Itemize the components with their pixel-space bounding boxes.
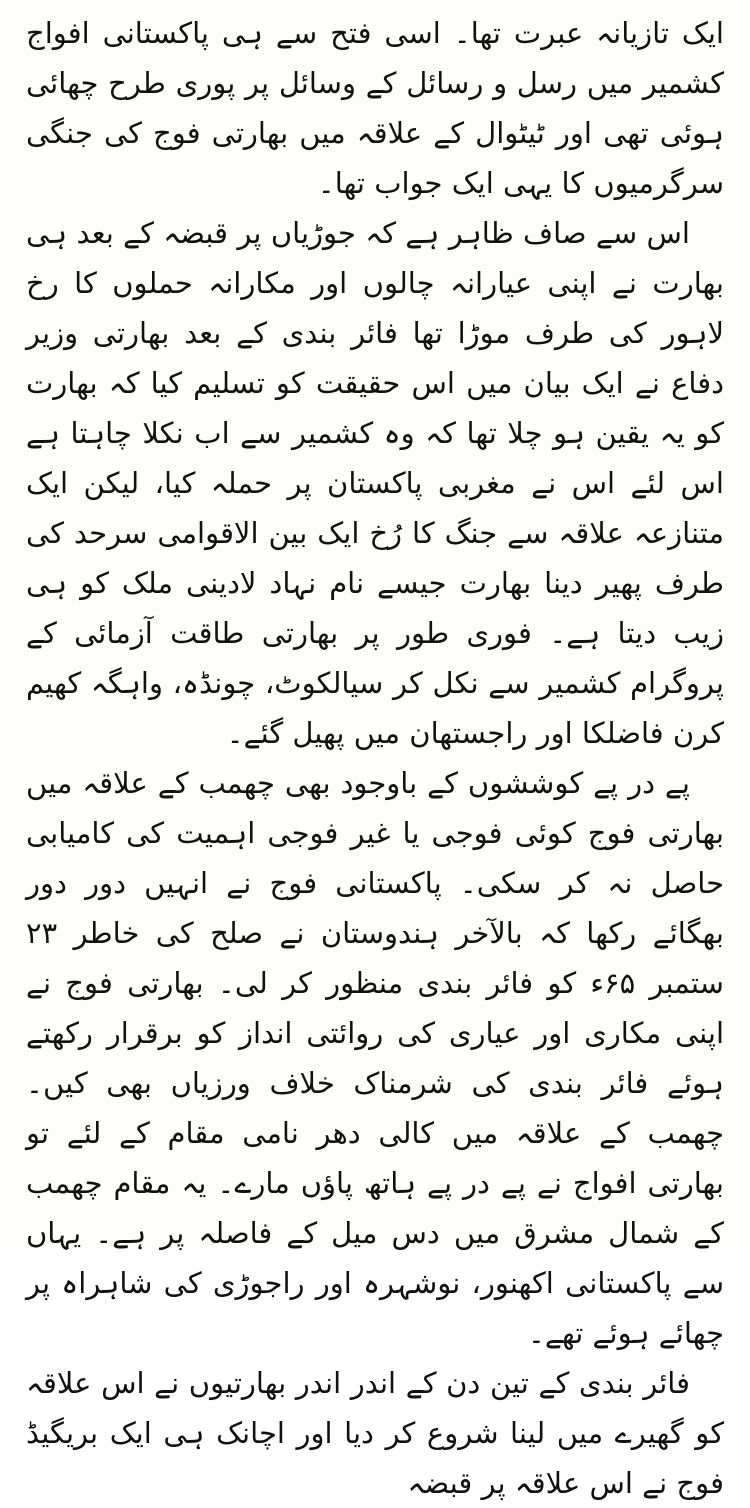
paragraph-1: ایک تازیانہ عبرت تھا۔ اسی فتح سے ہی پاکستانی افواج کشمیر میں رسل و رسائل کے وسائل پر پوری طرح چھائی ہوئی تھی اور ٹیٹوال کے علاقہ میں بھارتی فوج کی جنگی سرگرمیوں کا یہی ایک جواب تھا۔ — [26, 16, 724, 200]
paragraph-2: اس سے صاف ظاہر ہے کہ جوڑیاں پر قبضہ کے بعد ہی بھارت نے اپنی عیارانہ چالوں اور مکارانہ حملوں کا رخ لاہور کی طرف موڑا تھا فائر بندی کے بعد بھارتی وزیر دفاع نے ایک بیان میں اس حقیقت کو تسلیم کیا کہ بھارت کو یہ یقین ہو چلا تھا کہ وہ کشمیر سے اب نکلا چاہتا ہے اس لئے اس نے مغربی پاکستان پر حملہ کیا، لیکن ایک متنازعہ علاقہ سے جنگ کا رُخ ایک بین الاقوامی سرحد کی طرف پھیر دینا بھارت جیسے نام نہاد لادینی ملک کو ہی زیب دیتا ہے۔ فوری طور پر بھارتی طاقت آزمائی کے پروگرام کشمیر سے نکل کر سیالکوٹ، چونڈہ، واہگہ کھیم کرن فاضلکا اور راجستھان میں پھیل گئے۔ — [26, 216, 724, 750]
urdu-text-block — [26, 8, 724, 1508]
paragraph-3: پے در پے کوششوں کے باوجود بھی چھمب کے علاقہ میں بھارتی فوج کوئی فوجی یا غیر فوجی اہمیت کی کامیابی حاصل نہ کر سکی۔ پاکستانی فوج نے انہیں دور دور بھگائے رکھا کہ بالآخر ہندوستان نے صلح کی خاطر ۲۳ ستمبر ۶۵ء کو فائر بندی منظور کر لی۔ بھارتی فوج نے اپنی مکاری اور عیاری کی روائتی انداز کو برقرار رکھتے ہوئے فائر بندی کی شرمناک خلاف ورزیاں بھی کیں۔ چھمب کے علاقہ میں کالی دھر نامی مقام کے لئے تو بھارتی افواج نے پے در پے ہاتھ پاؤں مارے۔ یہ مقام چھمب کے شمال مشرق میں دس میل کے فاصلہ پر ہے۔ یہاں سے پاکستانی اکھنور، نوشہرہ اور راجوڑی کی شاہراہ پر چھائے ہوئے تھے۔ — [26, 766, 724, 1350]
paragraph-4: فائر بندی کے تین دن کے اندر اندر بھارتیوں نے اس علاقہ کو گھیرے میں لینا شروع کر دیا اور اچانک ہی ایک بریگیڈ فوج نے اس علاقہ پر قبضہ — [26, 1366, 724, 1500]
